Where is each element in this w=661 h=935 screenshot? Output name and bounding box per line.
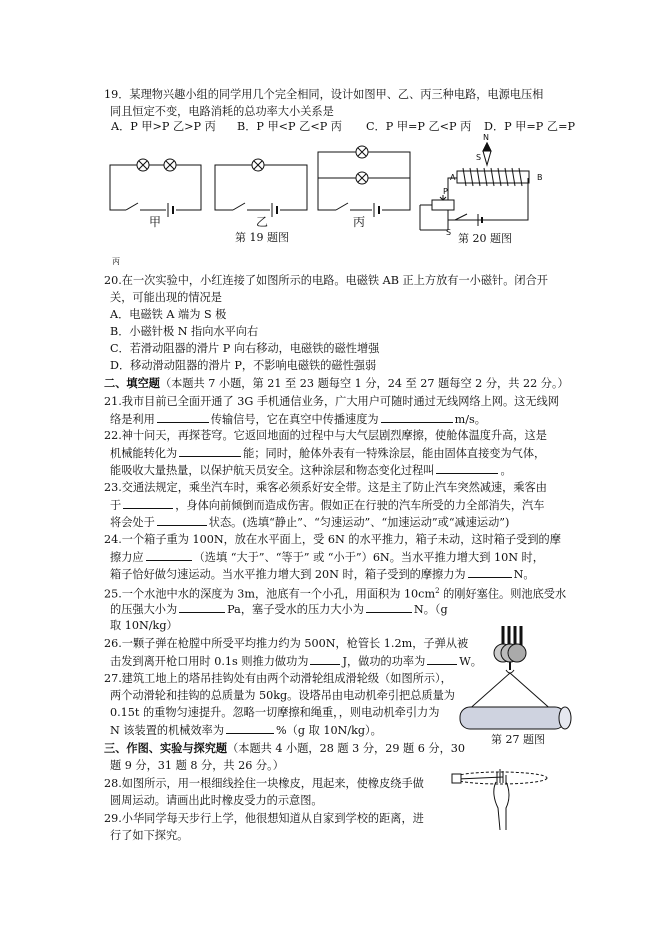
q19-line-1: 19．某理物兴趣小组的同学用几个完全相同，设计如图甲、乙、丙三种电路，电源电压相 bbox=[104, 88, 544, 101]
q20-line-1: 20.在一次实验中，小红连接了如图所示的电路。电磁铁 AB 正上方放有一小磁针。闭合开 bbox=[104, 274, 548, 287]
q20-line-2: 关，可能出现的情况是 bbox=[110, 291, 222, 304]
q27-figure-caption: 第 27 题图 bbox=[491, 733, 545, 746]
fig20-label-a: A bbox=[450, 173, 456, 182]
section-2-note: （本题共 7 小题，第 21 至 23 题每空 1 分，24 至 27 题每空 2 分，共 22 分。） bbox=[159, 377, 569, 390]
q28-line-2: 圆周运动。请画出此时橡皮受力的示意图。 bbox=[110, 794, 323, 807]
q25-superscript: 2 bbox=[435, 587, 440, 595]
q20-option-a: A．电磁铁 A 端为 S 极 bbox=[110, 308, 227, 321]
circuit-label-bing: 丙 bbox=[353, 215, 366, 229]
q22-text-3: 能吸收大量热量，以保护航天员安全。这种涂层和物态变化过程叫 bbox=[110, 464, 435, 477]
q19-option-d: D．P 甲=P 乙=P bbox=[484, 120, 575, 133]
q22-line-1: 22.神十问天，再探苍穹。它返回地面的过程中与大气层剧烈摩擦，使舱体温度升高，这是 bbox=[104, 429, 547, 442]
section-3-note-2: 题 9 分，31 题 8 分，共 26 分。） bbox=[110, 759, 284, 772]
q21-text-3: m/s。 bbox=[454, 413, 486, 426]
q29-line-1: 29.小华同学每天步行上学，他很想知道从自家到学校的距离，进 bbox=[104, 812, 424, 825]
q24-line-1: 24.一个箱子重为 100N，放在水平面上，受 6N 的水平推力，箱子未动，这时箱子受到的摩 bbox=[104, 533, 561, 546]
section-3-title: 三、作图、实验与探究题 bbox=[104, 742, 228, 755]
q20-figure-caption: 第 20 题图 bbox=[458, 232, 512, 245]
q27-line-3: 0.15t 的重物匀速提升。忽略一切摩擦和绳重，，则电动机牵引力为 bbox=[110, 706, 440, 719]
fig20-label-n: N bbox=[483, 133, 489, 142]
q29-line-2: 行了如下探究。 bbox=[110, 829, 189, 842]
q23-text-2: ，身体向前倾倒而造成伤害。假如正在行驶的汽车所受的力全部消失，汽车 bbox=[175, 499, 545, 512]
q20-option-c: C．若滑动阻器的滑片 P 向右移动，电磁铁的磁性增强 bbox=[110, 342, 380, 355]
fig20-label-s-bottom: S bbox=[446, 228, 452, 237]
circuit-label-yi: 乙 bbox=[256, 215, 269, 229]
q21-line-1: 21.我市目前已全面开通了 3G 手机通信业务，广大用户可随时通过无线网络上网。这无线网 bbox=[104, 395, 559, 408]
q25-text-1: 25.一个水池中水的深度为 3m，池底有一个小孔，用面积为 10cm bbox=[104, 587, 436, 601]
fig20-label-p: P bbox=[443, 187, 448, 196]
q23-text-4: 状态。(选填“静止”、“匀速运动”、“加速运动”或“减速运动”) bbox=[208, 516, 510, 529]
q22-text-2: 能；同时，舱体外表有一特殊涂层，能由固体直接变为气体， bbox=[243, 447, 546, 460]
q19-option-b: B．P 甲<P 乙<P 丙 bbox=[237, 120, 342, 133]
q22-text-4: 。 bbox=[500, 464, 512, 477]
fig20-label-b: B bbox=[537, 173, 543, 182]
q19-option-a: A．P 甲>P 乙>P 丙 bbox=[111, 120, 216, 133]
q22-text-1: 机械能转化为 bbox=[110, 447, 178, 460]
q21-text-2: 传输信号，它在真空中传播速度为 bbox=[210, 413, 379, 426]
q24-text-3: 箱子恰好做匀速运动。当水平推力增大到 20N 时，箱子受到的摩擦力为 bbox=[110, 568, 466, 581]
circuit-label-jia: 甲 bbox=[149, 215, 162, 229]
q25-text-2: 的刚好塞住。则池底受水 bbox=[439, 587, 567, 601]
q21-text-1: 络是利用 bbox=[110, 413, 155, 426]
stray-character: 丙 bbox=[112, 257, 120, 266]
q27-line-1: 27.建筑工地上的塔吊挂钩处有由两个动滑轮组成滑轮级（如图所示）， bbox=[104, 672, 452, 685]
q24-text-1: 擦力应 bbox=[110, 551, 144, 564]
q26-text-3: W。 bbox=[459, 655, 482, 668]
q27-line-2: 两个动滑轮和挂钩的总质量为 50kg。设塔吊由电动机牵引把总质量为 bbox=[110, 689, 455, 702]
q19-line-2: 同且恒定不变，电路消耗的总功率大小关系是 bbox=[110, 105, 334, 118]
section-2-title: 二、填空题 bbox=[104, 377, 160, 390]
q20-option-d: D．移动滑动阻器的滑片 P，不影响电磁铁的磁性强弱 bbox=[110, 359, 377, 372]
q19-figure-caption: 第 19 题图 bbox=[235, 231, 289, 244]
q20-option-b: B．小磁针极 N 指向水平向右 bbox=[110, 325, 259, 338]
q26-text-2: J，做功的功率为 bbox=[342, 655, 426, 668]
q26-text-1: 击发到离开枪口用时 0.1s 则推力做功为 bbox=[110, 655, 309, 668]
fig20-label-s-top: S bbox=[476, 153, 482, 162]
q26-line-1: 26.一颗子弹在枪膛中所受平均推力约为 500N，枪管长 1.2m，子弹从被 bbox=[104, 637, 469, 650]
q19-option-c: C．P 甲=P 乙<P 丙 bbox=[366, 120, 472, 133]
q25-line-3: 取 10N/kg） bbox=[110, 619, 178, 632]
q23-text-1: 于 bbox=[110, 499, 122, 512]
q23-line-1: 23.交通法规定，乘坐汽车时，乘客必须系好安全带。这是主了防止汽车突然减速，乘客由 bbox=[104, 481, 547, 494]
q25-text-5: N。（g bbox=[413, 603, 448, 616]
q27-text-2: %（g 取 10N/kg）。 bbox=[276, 724, 382, 737]
q28-line-1: 28.如图所示，用一根细线拴住一块橡皮，甩起来，使橡皮绕手做 bbox=[104, 777, 424, 790]
q24-text-2: （选填 “大于”、“等于” 或 “小于”）6N。当水平推力增大到 10N 时， bbox=[193, 551, 544, 564]
q23-text-3: 将会处于 bbox=[110, 516, 155, 529]
section-3-note: （本题共 4 小题，28 题 3 分，29 题 6 分，30 bbox=[227, 742, 466, 755]
q27-text-1: N 该装置的机械效率为 bbox=[110, 724, 225, 737]
q25-text-3: 的压强大小为 bbox=[110, 603, 178, 616]
q25-text-4: Pa，塞子受水的压力大小为 bbox=[227, 603, 364, 616]
q24-text-4: N。 bbox=[513, 568, 535, 581]
